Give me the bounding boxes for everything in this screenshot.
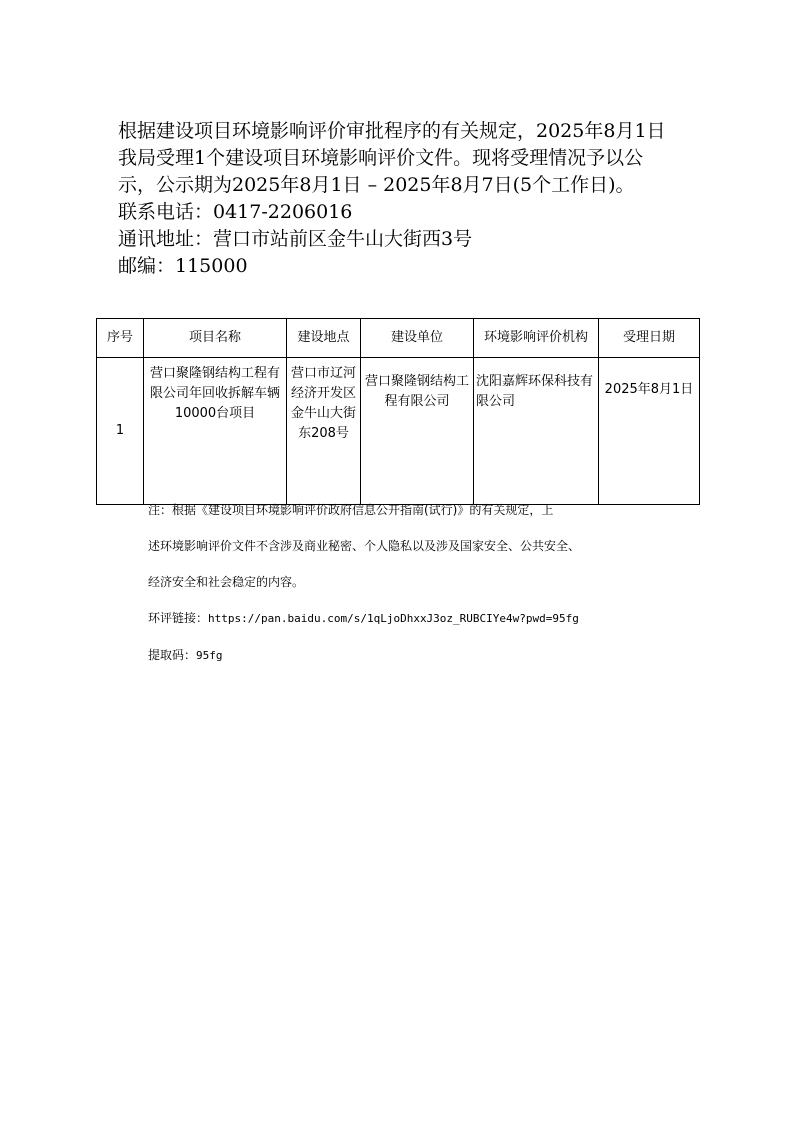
header-unit: 建设单位 <box>361 319 474 358</box>
contact-postcode: 邮编：115000 <box>118 255 248 277</box>
intro-paragraph: 根据建设项目环境影响评价审批程序的有关规定，2025年8月1日我局受理1个建设项目环境影响评价文件。现将受理情况予以公示，公示期为2025年8月1日 – 2025年8月7日(5个工作日)。 <box>118 120 666 196</box>
link-label: 环评链接： <box>148 611 209 625</box>
table-header-row <box>97 319 700 358</box>
note-line-2: 述环境影响评价文件不含涉及商业秘密、个人隐私以及涉及国家安全、公共安全、 <box>148 539 581 553</box>
header-location: 建设地点 <box>287 319 361 358</box>
cell-index: 1 <box>97 358 144 505</box>
cell-project-name: 营口聚隆钢结构工程有限公司年回收拆解车辆10000台项目 <box>144 358 287 505</box>
download-link[interactable]: https://pan.baidu.com/s/1qLjoDhxxJ3oz_RUBCIYe4w?pwd=95fg <box>208 612 579 625</box>
header-project-name: 项目名称 <box>144 319 287 358</box>
extraction-code: 95fg <box>196 649 223 662</box>
announcement-body <box>118 118 678 280</box>
header-index: 序号 <box>97 319 144 358</box>
link-line <box>148 600 708 637</box>
cell-date: 2025年8月1日 <box>599 358 700 505</box>
cell-agency: 沈阳嘉辉环保科技有限公司 <box>474 358 599 505</box>
cell-location: 营口市辽河经济开发区金牛山大街东208号 <box>287 358 361 505</box>
header-date: 受理日期 <box>599 319 700 358</box>
code-label: 提取码： <box>148 648 197 662</box>
contact-phone: 联系电话：0417-2206016 <box>118 201 353 223</box>
projects-table <box>96 318 700 505</box>
contact-address: 通讯地址：营口市站前区金牛山大街西3号 <box>118 228 473 250</box>
note-line-1: 注：根据《建设项目环境影响评价政府信息公开指南(试行)》的有关规定，上 <box>148 503 554 517</box>
cell-unit: 营口聚隆钢结构工程有限公司 <box>361 358 474 505</box>
table-row <box>97 358 700 505</box>
notes-section <box>148 492 708 674</box>
header-agency: 环境影响评价机构 <box>474 319 599 358</box>
note-line-3: 经济安全和社会稳定的内容。 <box>148 575 305 589</box>
code-line <box>148 637 708 674</box>
